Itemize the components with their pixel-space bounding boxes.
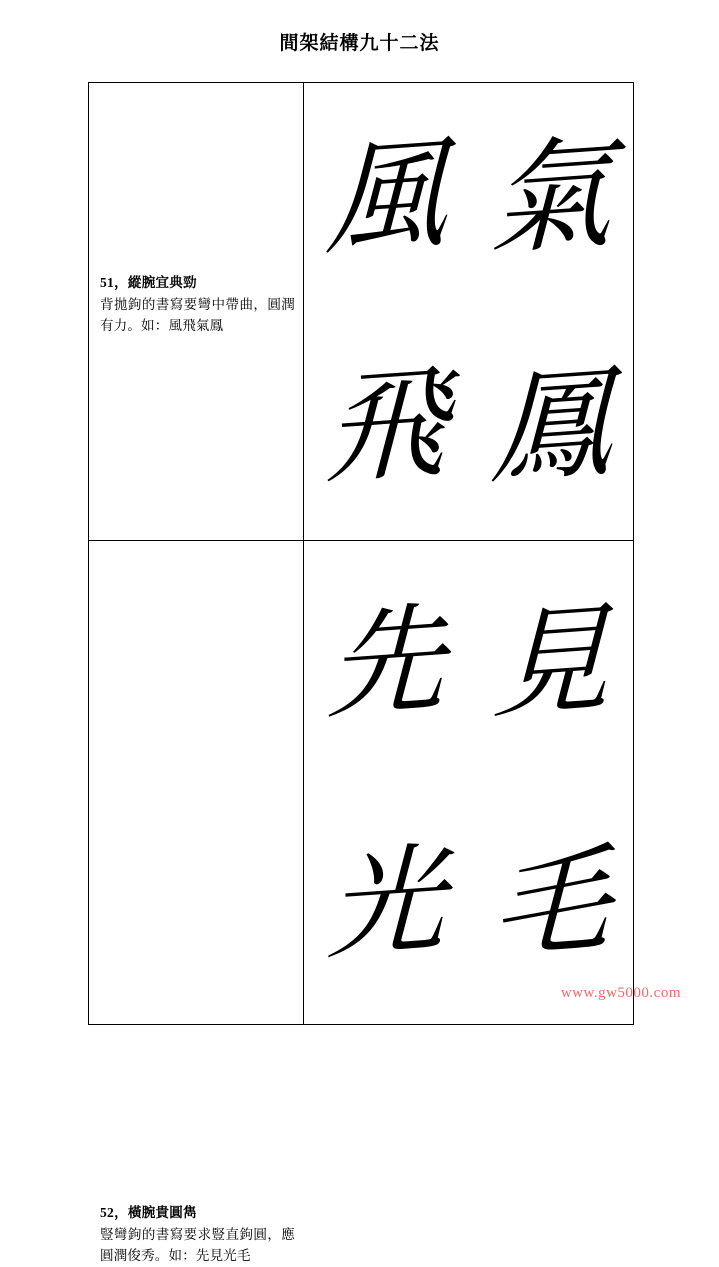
rules-table xyxy=(88,82,634,1263)
glyph-grid xyxy=(304,83,633,540)
rule-heading: 51，縱腕宜典勁 xyxy=(100,275,197,290)
glyph-cell xyxy=(469,312,634,541)
glyph-cell xyxy=(304,312,469,541)
glyph-cell xyxy=(304,783,469,1025)
rule-body: 豎彎鉤的書寫要求豎直鉤圓，應圓潤俊秀。如：先見光毛 xyxy=(100,1226,295,1263)
calligraphy-glyph: 飛 xyxy=(324,350,449,502)
glyph-grid xyxy=(304,541,633,1024)
calligraphy-glyph: 光 xyxy=(326,829,447,977)
glyph-cell xyxy=(304,83,469,312)
page-title: 間架結構九十二法 xyxy=(279,33,440,54)
glyph-cell xyxy=(469,541,634,783)
calligraphy-glyph: 鳳 xyxy=(488,350,613,502)
table-row xyxy=(89,541,633,1263)
rule-examples-cell xyxy=(304,83,633,540)
rule-heading: 52，橫腕貴圓雋 xyxy=(100,1205,197,1220)
rule-text-cell xyxy=(89,541,304,1263)
rule-body: 背拋鉤的書寫要彎中帶曲，圓潤有力。如：風飛氣鳳 xyxy=(100,296,295,333)
calligraphy-glyph: 風 xyxy=(324,121,449,273)
calligraphy-glyph: 毛 xyxy=(490,829,611,977)
calligraphy-glyph: 先 xyxy=(326,588,447,736)
rule-examples-cell xyxy=(304,541,633,1024)
rule-text-block xyxy=(100,1203,295,1267)
glyph-cell xyxy=(304,541,469,783)
glyph-cell xyxy=(469,83,634,312)
rule-text-block xyxy=(100,273,295,337)
calligraphy-glyph: 氣 xyxy=(488,121,613,273)
watermark: www.gw5000.com xyxy=(560,985,681,1001)
rule-text-cell xyxy=(89,83,304,540)
calligraphy-glyph: 見 xyxy=(490,588,611,736)
table-row xyxy=(89,83,633,541)
